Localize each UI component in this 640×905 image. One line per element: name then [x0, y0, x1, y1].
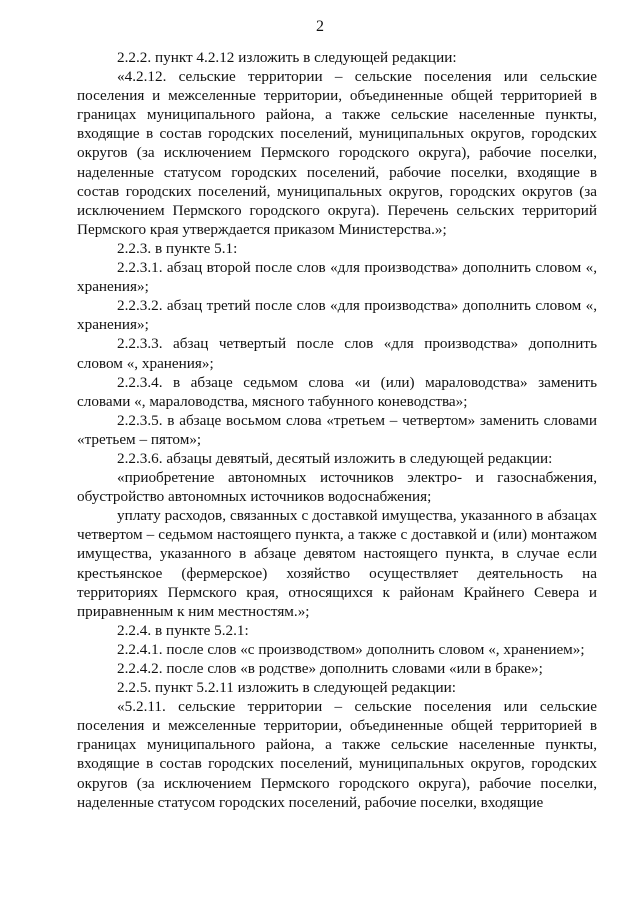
paragraph: 2.2.5. пункт 5.2.11 изложить в следующей редакции:	[117, 679, 456, 697]
paragraph: «4.2.12. сельские территории – сельские поселения или сельские поселения и межселенные территории, объединенные общей территорией в границах муниципального района, а также сельские населенные пункты, входящие в состав городских поселений, муниципальных округов, городских округов (за исключением Пермского городского округа), рабочие поселки, наделенные статусом городских поселений, рабочие поселки, входящие в состав городских поселений, муниципальных округов, городских округов (за исключением Пермского городского округа). Перечень сельских территорий Пермского края утверждается приказом Министерства.»;	[77, 68, 597, 238]
paragraph: 2.2.3.1. абзац второй после слов «для производства» дополнить словом «, хранения»;	[77, 259, 597, 296]
paragraph: 2.2.3.6. абзацы девятый, десятый изложить в следующей редакции:	[117, 449, 553, 467]
document-body	[77, 48, 597, 812]
paragraph: 2.2.4.1. после слов «с производством» дополнить словом «, хранением»;	[117, 640, 585, 658]
paragraph: 2.2.3.5. в абзаце восьмом слова «третьем – четвертом» заменить словами «третьем – пятом»;	[77, 411, 597, 448]
paragraph: 2.2.4. в пункте 5.2.1:	[117, 621, 249, 639]
paragraph: 2.2.2. пункт 4.2.12 изложить в следующей редакции:	[117, 49, 457, 66]
paragraph: «приобретение автономных источников электро- и газоснабжения, обустройство автономных источников водоснабжения;	[77, 469, 597, 506]
paragraph: «5.2.11. сельские территории – сельские поселения или сельские поселения и межселенные территории, объединенные общей территорией в границах муниципального района, а также сельские населенные пункты, входящие в состав городских поселений, муниципальных округов, городских округов (за исключением Пермского городского округа), рабочие поселки, наделенные статусом городских поселений, рабочие поселки, входящие	[77, 698, 597, 811]
paragraph: 2.2.4.2. после слов «в родстве» дополнить словами «или в браке»;	[117, 660, 543, 677]
paragraph: уплату расходов, связанных с доставкой имущества, указанного в абзацах четвертом – седьмом настоящего пункта, а также с доставкой и (или) монтажом имущества, указанного в абзаце девятом настоящего пункта, в случае если крестьянское (фермерское) хозяйство осуществляет деятельность на территориях Пермского края, относящихся к районам Крайнего Севера и приравненным к ним местностям.»;	[77, 507, 597, 620]
paragraph: 2.2.3. в пункте 5.1:	[117, 239, 238, 257]
page-number: 2	[316, 18, 324, 35]
paragraph: 2.2.3.3. абзац четвертый после слов «для производства» дополнить словом «, хранения»;	[77, 335, 597, 372]
paragraph: 2.2.3.2. абзац третий после слов «для производства» дополнить словом «, хранения»;	[77, 297, 597, 334]
paragraph: 2.2.3.4. в абзаце седьмом слова «и (или) мараловодства» заменить словами «, мараловодства, мясного табунного коневодства»;	[77, 373, 597, 410]
